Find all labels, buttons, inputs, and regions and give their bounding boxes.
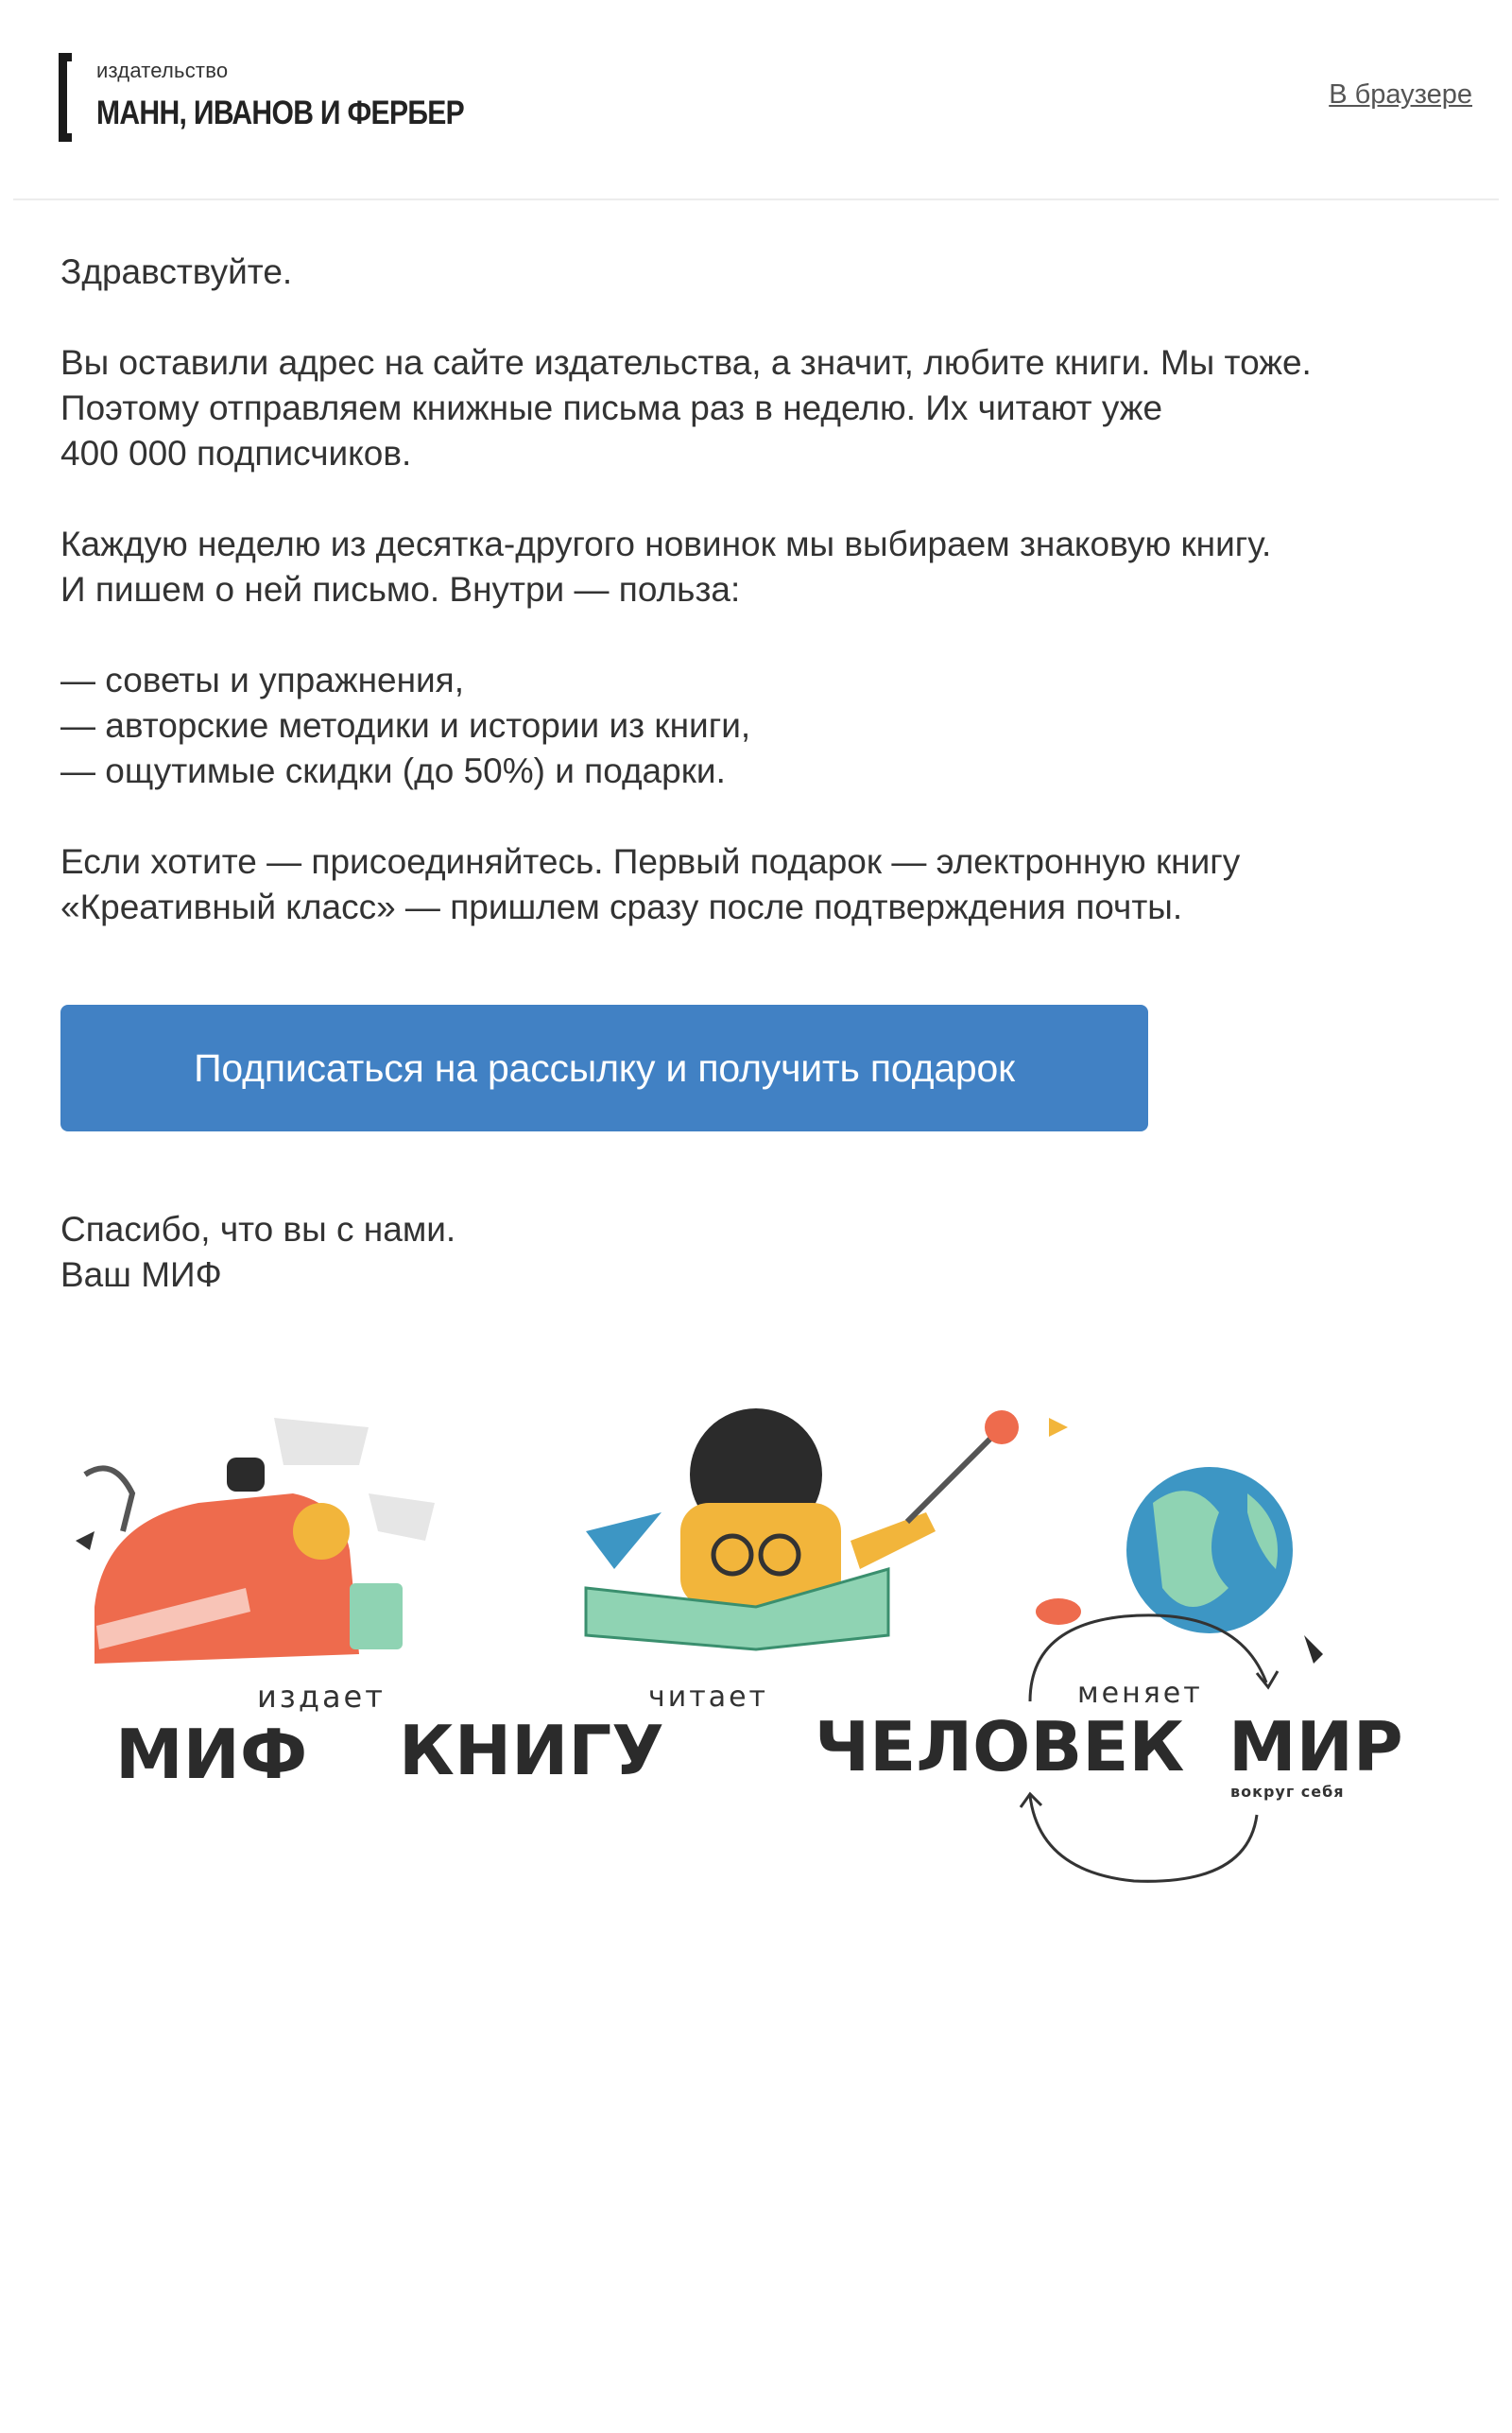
text-line: Вы оставили адрес на сайте издательства, а значит, любите книги. Мы тоже.	[60, 343, 1312, 382]
list-item: — авторские методики и истории из книги,	[60, 706, 751, 745]
signoff-line: Спасибо, что вы с нами.	[60, 1210, 456, 1249]
intro-paragraph	[60, 340, 1459, 476]
header-divider	[13, 198, 1499, 200]
verb-menyaet: меняет	[1077, 1677, 1203, 1710]
text-line: Каждую неделю из десятка-другого новинок мы выбираем знаковую книгу.	[60, 525, 1272, 563]
weekly-paragraph	[60, 522, 1459, 613]
typewriter-icon	[76, 1418, 435, 1664]
arc-arrow-icon	[1030, 1796, 1257, 1881]
greeting: Здравствуйте.	[60, 252, 293, 291]
text-line: Если хотите — присоединяйтесь. Первый подарок — электронную книгу	[60, 842, 1241, 881]
reading-kid-icon	[586, 1408, 1068, 1649]
subscribe-button[interactable]: Подписаться на рассылку и получить подарок	[60, 1005, 1148, 1131]
text-line: Поэтому отправляем книжные письма раз в неделю. Их читают уже	[60, 388, 1163, 427]
verb-chitaet: читает	[648, 1681, 769, 1714]
logo-subtitle: издательство	[96, 59, 229, 82]
globe-icon	[1036, 1467, 1323, 1664]
word-mir: МИР	[1228, 1707, 1403, 1786]
verb-izdaet: издает	[257, 1679, 386, 1715]
word-mif: МИФ	[115, 1715, 308, 1794]
benefits-list	[60, 658, 1459, 794]
email-body	[60, 250, 1459, 975]
list-item: — советы и упражнения,	[60, 661, 464, 699]
logo-title: МАНН, ИВАНОВ И ФЕРБЕР	[96, 95, 465, 131]
email-header	[0, 0, 1512, 200]
view-in-browser-link[interactable]: В браузере	[1329, 79, 1472, 110]
arrowhead-icon	[1257, 1671, 1278, 1687]
word-knigu: КНИГУ	[399, 1711, 664, 1790]
note-around-self: вокруг себя	[1230, 1783, 1345, 1801]
gift-paragraph	[60, 839, 1459, 930]
word-chelovek: ЧЕЛОВЕК	[815, 1707, 1185, 1786]
text-line: 400 000 подписчиков.	[60, 434, 412, 473]
list-item: — ощутимые скидки (до 50%) и подарки.	[60, 751, 726, 790]
signoff	[60, 1207, 455, 1298]
signoff-line: Ваш МИФ	[60, 1255, 222, 1294]
logo-bracket-icon	[59, 53, 72, 142]
text-line: И пишем о ней письмо. Внутри — польза:	[60, 570, 741, 609]
illustration-art	[57, 1399, 1418, 1890]
text-line: «Креативный класс» — пришлем сразу после подтверждения почты.	[60, 888, 1183, 926]
mif-illustration	[57, 1399, 1418, 1890]
